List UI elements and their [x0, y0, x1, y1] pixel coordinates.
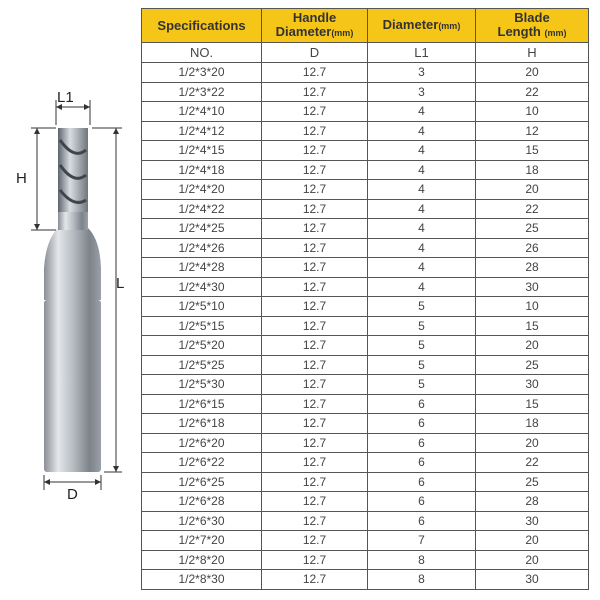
cell-blade-length: 25 — [476, 219, 589, 239]
table-row — [142, 258, 589, 278]
table-row — [142, 550, 589, 570]
cell-spec: 1/2*4*28 — [142, 258, 262, 278]
table-row — [142, 121, 589, 141]
table-row — [142, 219, 589, 239]
cell-diameter: 4 — [368, 277, 476, 297]
cell-blade-length: 22 — [476, 199, 589, 219]
table-row — [142, 238, 589, 258]
table-row — [142, 414, 589, 434]
cell-spec: 1/2*4*20 — [142, 180, 262, 200]
cell-handle-diameter: 12.7 — [262, 258, 368, 278]
cell-handle-diameter: 12.7 — [262, 375, 368, 395]
cell-spec: 1/2*8*20 — [142, 550, 262, 570]
symbol-d: D — [262, 43, 368, 63]
table-row — [142, 433, 589, 453]
table-row — [142, 277, 589, 297]
cell-blade-length: 18 — [476, 414, 589, 434]
table-row — [142, 375, 589, 395]
cell-blade-length: 20 — [476, 433, 589, 453]
cell-handle-diameter: 12.7 — [262, 277, 368, 297]
table-row — [142, 199, 589, 219]
cell-spec: 1/2*4*12 — [142, 121, 262, 141]
cell-blade-length: 30 — [476, 375, 589, 395]
cell-diameter: 6 — [368, 511, 476, 531]
cell-handle-diameter: 12.7 — [262, 336, 368, 356]
cell-blade-length: 22 — [476, 453, 589, 473]
symbol-no: NO. — [142, 43, 262, 63]
cell-handle-diameter: 12.7 — [262, 511, 368, 531]
cell-spec: 1/2*4*18 — [142, 160, 262, 180]
table-row — [142, 355, 589, 375]
cell-diameter: 3 — [368, 82, 476, 102]
cell-handle-diameter: 12.7 — [262, 550, 368, 570]
table-row — [142, 394, 589, 414]
cell-handle-diameter: 12.7 — [262, 316, 368, 336]
cell-blade-length: 15 — [476, 141, 589, 161]
cell-handle-diameter: 12.7 — [262, 82, 368, 102]
label-l1: L1 — [57, 89, 74, 106]
cell-spec: 1/2*6*22 — [142, 453, 262, 473]
cell-handle-diameter: 12.7 — [262, 219, 368, 239]
cell-diameter: 5 — [368, 297, 476, 317]
cell-spec: 1/2*4*25 — [142, 219, 262, 239]
header-row — [142, 9, 589, 43]
cell-blade-length: 18 — [476, 160, 589, 180]
cell-blade-length: 20 — [476, 63, 589, 83]
cell-handle-diameter: 12.7 — [262, 297, 368, 317]
cell-spec: 1/2*5*20 — [142, 336, 262, 356]
cell-handle-diameter: 12.7 — [262, 141, 368, 161]
cell-diameter: 4 — [368, 141, 476, 161]
cell-spec: 1/2*3*20 — [142, 63, 262, 83]
spec-table — [141, 8, 589, 590]
cell-blade-length: 25 — [476, 472, 589, 492]
symbol-row — [142, 43, 589, 63]
table-row — [142, 336, 589, 356]
cell-blade-length: 22 — [476, 82, 589, 102]
cell-spec: 1/2*6*18 — [142, 414, 262, 434]
cell-handle-diameter: 12.7 — [262, 394, 368, 414]
cell-blade-length: 20 — [476, 180, 589, 200]
table-row — [142, 160, 589, 180]
table-row — [142, 492, 589, 512]
cell-blade-length: 15 — [476, 316, 589, 336]
cell-blade-length: 28 — [476, 492, 589, 512]
cell-blade-length: 20 — [476, 550, 589, 570]
cell-handle-diameter: 12.7 — [262, 238, 368, 258]
cell-handle-diameter: 12.7 — [262, 492, 368, 512]
header-spec: Specifications — [142, 9, 262, 43]
cell-spec: 1/2*6*15 — [142, 394, 262, 414]
taper-body — [44, 228, 101, 300]
cell-handle-diameter: 12.7 — [262, 433, 368, 453]
cell-spec: 1/2*7*20 — [142, 531, 262, 551]
cell-diameter: 4 — [368, 102, 476, 122]
cell-blade-length: 10 — [476, 102, 589, 122]
cell-blade-length: 30 — [476, 277, 589, 297]
cell-handle-diameter: 12.7 — [262, 199, 368, 219]
symbol-h: H — [476, 43, 589, 63]
cell-handle-diameter: 12.7 — [262, 63, 368, 83]
cell-spec: 1/2*6*28 — [142, 492, 262, 512]
cell-diameter: 5 — [368, 375, 476, 395]
cell-handle-diameter: 12.7 — [262, 570, 368, 590]
cell-diameter: 7 — [368, 531, 476, 551]
header-blade-length: Blade Length (mm) — [476, 9, 589, 43]
cell-blade-length: 30 — [476, 511, 589, 531]
cell-spec: 1/2*6*25 — [142, 472, 262, 492]
cell-diameter: 6 — [368, 453, 476, 473]
cell-diameter: 6 — [368, 433, 476, 453]
cell-diameter: 4 — [368, 238, 476, 258]
cell-diameter: 6 — [368, 472, 476, 492]
table-row — [142, 570, 589, 590]
cell-handle-diameter: 12.7 — [262, 414, 368, 434]
cell-handle-diameter: 12.7 — [262, 472, 368, 492]
cell-spec: 1/2*4*26 — [142, 238, 262, 258]
cell-handle-diameter: 12.7 — [262, 453, 368, 473]
table-row — [142, 316, 589, 336]
cell-diameter: 3 — [368, 63, 476, 83]
header-handle-diameter: Handle Diameter(mm) — [262, 9, 368, 43]
cell-spec: 1/2*6*20 — [142, 433, 262, 453]
neck — [58, 212, 88, 230]
cell-diameter: 5 — [368, 336, 476, 356]
label-h: H — [16, 170, 27, 187]
cell-diameter: 4 — [368, 219, 476, 239]
cell-spec: 1/2*4*15 — [142, 141, 262, 161]
cell-diameter: 8 — [368, 550, 476, 570]
table-row — [142, 82, 589, 102]
router-bit-figure — [0, 0, 140, 600]
cell-diameter: 4 — [368, 199, 476, 219]
table-row — [142, 297, 589, 317]
cell-spec: 1/2*4*30 — [142, 277, 262, 297]
cell-handle-diameter: 12.7 — [262, 180, 368, 200]
cell-diameter: 4 — [368, 258, 476, 278]
table-row — [142, 511, 589, 531]
table-row — [142, 102, 589, 122]
cell-blade-length: 15 — [476, 394, 589, 414]
cell-diameter: 5 — [368, 355, 476, 375]
cell-diameter: 4 — [368, 180, 476, 200]
cell-blade-length: 28 — [476, 258, 589, 278]
cell-spec: 1/2*8*30 — [142, 570, 262, 590]
label-l: L — [116, 275, 125, 292]
cell-spec: 1/2*5*30 — [142, 375, 262, 395]
cell-blade-length: 30 — [476, 570, 589, 590]
cell-spec: 1/2*4*10 — [142, 102, 262, 122]
cell-spec: 1/2*5*25 — [142, 355, 262, 375]
cell-spec: 1/2*6*30 — [142, 511, 262, 531]
table-row — [142, 472, 589, 492]
header-diameter: Diameter(mm) — [368, 9, 476, 43]
cell-diameter: 5 — [368, 316, 476, 336]
table-row — [142, 453, 589, 473]
cell-handle-diameter: 12.7 — [262, 531, 368, 551]
cell-handle-diameter: 12.7 — [262, 121, 368, 141]
cell-handle-diameter: 12.7 — [262, 355, 368, 375]
cell-handle-diameter: 12.7 — [262, 160, 368, 180]
cell-diameter: 8 — [368, 570, 476, 590]
symbol-l1: L1 — [368, 43, 476, 63]
cell-blade-length: 26 — [476, 238, 589, 258]
cell-diameter: 4 — [368, 160, 476, 180]
cell-blade-length: 20 — [476, 336, 589, 356]
cell-blade-length: 25 — [476, 355, 589, 375]
cell-diameter: 6 — [368, 414, 476, 434]
table-row — [142, 180, 589, 200]
shank — [44, 300, 101, 472]
cell-spec: 1/2*4*22 — [142, 199, 262, 219]
table-row — [142, 63, 589, 83]
cell-handle-diameter: 12.7 — [262, 102, 368, 122]
cell-diameter: 4 — [368, 121, 476, 141]
cell-spec: 1/2*5*15 — [142, 316, 262, 336]
cell-diameter: 6 — [368, 394, 476, 414]
cell-blade-length: 10 — [476, 297, 589, 317]
cell-spec: 1/2*5*10 — [142, 297, 262, 317]
table-row — [142, 141, 589, 161]
cell-diameter: 6 — [368, 492, 476, 512]
cell-blade-length: 12 — [476, 121, 589, 141]
cell-spec: 1/2*3*22 — [142, 82, 262, 102]
cell-blade-length: 20 — [476, 531, 589, 551]
label-d: D — [67, 486, 78, 503]
table-row — [142, 531, 589, 551]
